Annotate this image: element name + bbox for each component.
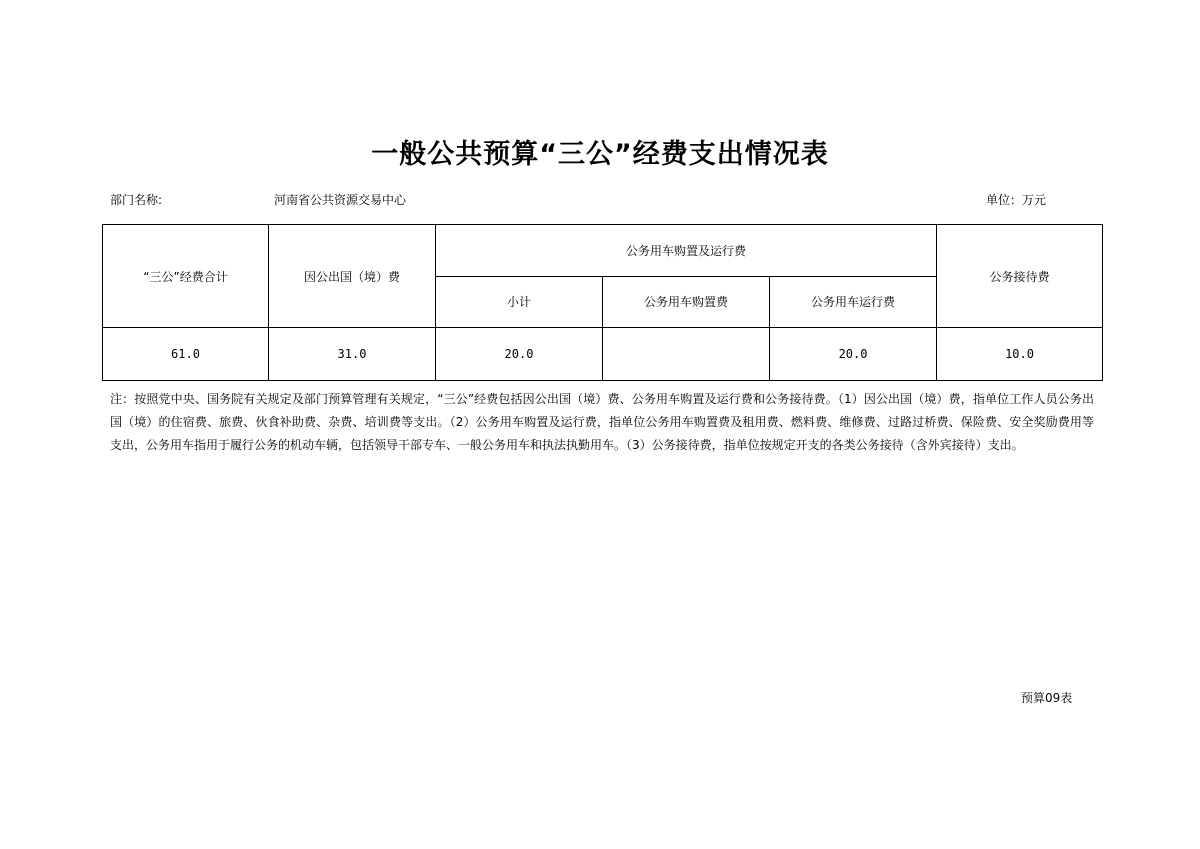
cell-vehicle-operation: 20.0 [770,328,937,381]
cell-vehicle-subtotal: 20.0 [436,328,603,381]
header-total: “三公”经费合计 [103,225,269,328]
department-label: 部门名称: [110,193,163,207]
cell-abroad: 31.0 [269,328,436,381]
header-vehicle-subtotal: 小计 [436,276,603,328]
expense-table [102,224,1103,381]
unit-label: 单位：万元 [986,193,1047,207]
header-vehicle-operation: 公务用车运行费 [770,276,937,328]
header-vehicle-group: 公务用车购置及运行费 [436,225,937,277]
table-row [103,328,1103,381]
cell-reception: 10.0 [937,328,1103,381]
table-header-row [103,225,1103,277]
table-number: 预算09表 [1021,691,1073,705]
header-vehicle-purchase: 公务用车购置费 [603,276,770,328]
header-abroad: 因公出国（境）费 [269,225,436,328]
header-reception: 公务接待费 [937,225,1103,328]
footnote: 注：按照党中央、国务院有关规定及部门预算管理有关规定，“三公”经费包括因公出国（境）费、公务用车购置及运行费和公务接待费。（1）因公出国（境）费，指单位工作人员公务出国（境）的住宿费、旅费、伙食补助费、杂费、培训费等支出。（2）公务用车购置及运行费，指单位公务用车购置费及租用费、燃料费、维修费、过路过桥费、保险费、安全奖励费用等支出，公务用车指用于履行公务的机动车辆，包括领导干部专车、一般公务用车和执法执勤用车。（3）公务接待费，指单位按规定开支的各类公务接待（含外宾接待）支出。 [110,392,1094,452]
cell-vehicle-purchase [603,328,770,381]
cell-total: 61.0 [103,328,269,381]
department-value: 河南省公共资源交易中心 [274,193,407,207]
page-title: 一般公共预算“三公”经费支出情况表 [371,139,829,170]
